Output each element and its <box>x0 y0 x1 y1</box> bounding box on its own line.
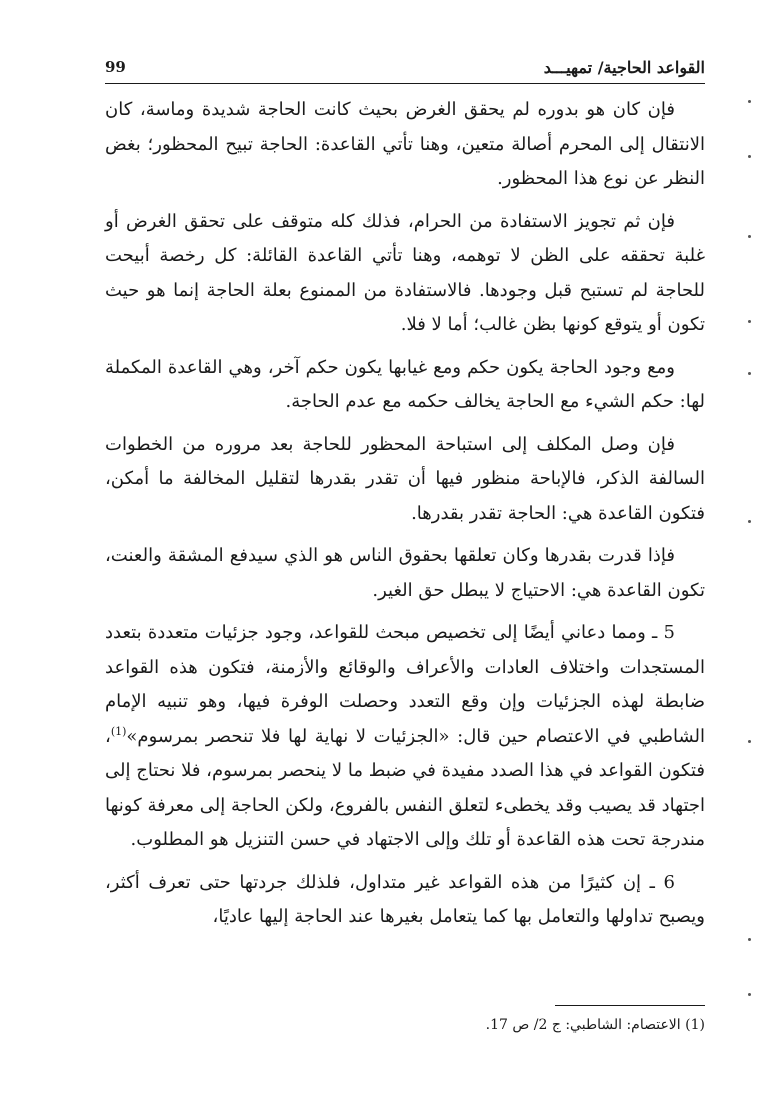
margin-dot <box>748 235 751 238</box>
paragraph-text: 5 ـ ومما دعاني أيضًا إلى تخصيص مبحث للقواعد، وجود جزئيات متعددة بتعدد المستجدات واختلاف العادات والأعراف والوقائع والأزمنة، فتكون هذه القواعد ضابطة لهذه الجزئيات وإن وقع التعدد وحصلت الوفرة فيها، وهو تنبيه الإمام الشاطبي في الاعتصام حين قال: «الجزئيات لا نهاية لها فلا تنحصر بمرسوم» <box>105 622 705 747</box>
paragraph-text: ، فتكون القواعد في هذا الصدد مفيدة في ضبط ما لا ينحصر بمرسوم، فلا نحتاج إلى اجتهاد قد يصيب وقد يخطىء لتعلق النفس بالفروع، ولكن الحاجة إلى معرفة كونها مندرجة تحت هذه القاعدة أو تلك وإلى الاجتهاد في حسن التنزيل هو المطلوب. <box>105 725 705 850</box>
page-number: 99 <box>105 58 126 76</box>
header-title: القواعد الحاجية/ تمهيـــد <box>543 58 705 77</box>
paragraph: فإن ثم تجويز الاستفادة من الحرام، فذلك كله متوقف على تحقق الغرض أو غلبة تحققه على الظن لا توهمه، وهنا تأتي القاعدة القائلة: كل رخصة أبيحت للحاجة لم تستبح قبل وجودها. فالاستفادة من الممنوع بعلة الحاجة إنما هو حيث تكون أو يتوقع كونها بظن غالب؛ أما لا فلا. <box>105 210 705 335</box>
paragraph-with-footnote <box>105 616 705 858</box>
body-text <box>105 93 705 943</box>
margin-dot <box>748 155 751 158</box>
paragraph: 6 ـ إن كثيرًا من هذه القواعد غير متداول، فلذلك جردتها حتى تعرف أكثر، ويصبح تداولها والتعامل بها كما يتعامل بغيرها عند الحاجة إليها عاديًا، <box>105 871 705 927</box>
paragraph: فإذا قدرت بقدرها وكان تعلقها بحقوق الناس هو الذي سيدفع المشقة والعنت، تكون القاعدة هي: الاحتياج لا يبطل حق الغير. <box>105 545 705 601</box>
paragraph: ومع وجود الحاجة يكون حكم ومع غيابها يكون حكم آخر، وهي القاعدة المكملة لها: حكم الشيء مع الحاجة يخالف حكمه مع عدم الحاجة. <box>105 356 705 412</box>
footnote-rule <box>555 1005 705 1006</box>
footnote: (1) الاعتصام: الشاطبي: ج 2/ ص 17. <box>485 1017 705 1033</box>
footnote-reference: (1) <box>110 724 127 738</box>
margin-dot <box>748 320 751 323</box>
margin-dot <box>748 938 751 941</box>
header-rule <box>105 83 705 84</box>
paragraph: فإن وصل المكلف إلى استباحة المحظور للحاجة بعد مروره من الخطوات السالفة الذكر، فالإباحة منظور فيها أن تقدر بقدرها لتقليل المخالفة ما أمكن، فتكون القاعدة هي: الحاجة تقدر بقدرها. <box>105 433 705 524</box>
margin-dot <box>748 520 751 523</box>
margin-dot <box>748 100 751 103</box>
margin-dot <box>748 372 751 375</box>
margin-dot <box>748 993 751 996</box>
running-header <box>105 56 705 80</box>
paragraph: فإن كان هو بدوره لم يحقق الغرض بحيث كانت الحاجة شديدة وماسة، كان الانتقال إلى المحرم أصالة متعين، وهنا تأتي القاعدة: الحاجة تبيح المحظور؛ بغض النظر عن نوع هذا المحظور. <box>105 99 705 189</box>
margin-dot <box>748 740 751 743</box>
